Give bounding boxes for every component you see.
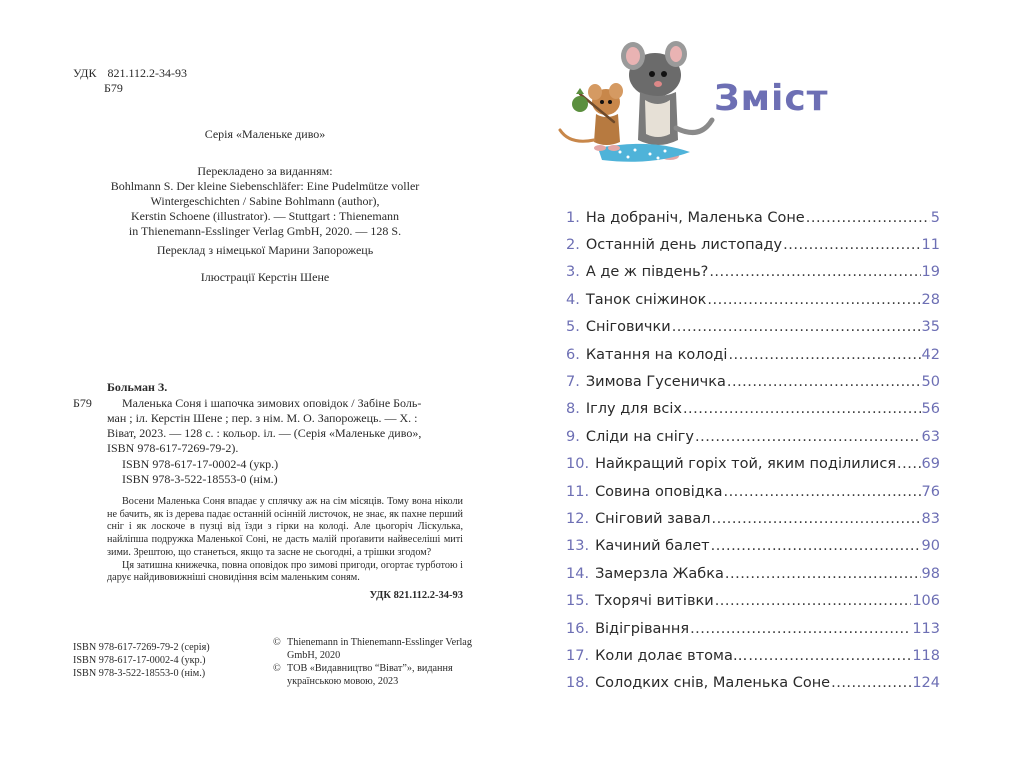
copyright-block [273,636,473,688]
toc-title: Сніговий завал [595,510,711,527]
toc-title: На добраніч, Маленька Соне [585,209,805,226]
toc-leader [831,675,911,691]
isbn-line: ISBN 978-617-17-0002-4 (укр.) [73,655,206,666]
toc-entry[interactable] [566,423,940,450]
toc-title: Сліди на снігу [585,428,694,445]
toc-page: 35 [921,319,940,336]
toc-number: 16. [566,620,590,637]
toc-entry[interactable] [566,396,940,423]
toc-page: 19 [921,264,940,281]
copyright-symbol: © [273,663,281,674]
copyright-item [273,662,473,688]
toc-title: А де ж південь? [585,264,709,281]
toc-entry[interactable] [566,368,940,395]
udk-label: УДК [73,66,97,80]
toc-entry[interactable] [566,642,940,669]
toc-leader [806,210,930,226]
annotation-paragraph: Восени Маленька Соня впадає у сплячку аж на сім місяців. Тому вона ніколи не бачить, як із дерева падає останній осінній листочок, не знає, як пахне перший сніг і як лоскоче в пузці від їзди з гірки на колоді. Але цьогоріч Ліскулька, найліпша подружка Маленької Соні, не дасть малій проґавити найвеселіші миті зими. Зрештою, що станеться, якщо та засне не сьогодні, а трішки згодом? [107,496,463,558]
catalog-author: Больман З. [107,380,168,394]
toc-entry[interactable] [566,204,940,231]
toc-page: 83 [921,510,940,527]
toc-page: 63 [921,428,940,445]
catalog-line: Маленька Соня і шапочка зимових оповідок / Забіне Боль- [122,396,422,410]
toc-leader [897,456,921,472]
toc-leader [748,648,911,664]
toc-number: 1. [566,209,580,226]
toc-number: 7. [566,374,580,391]
toc-leader [727,374,921,390]
isbn-line: ISBN 978-617-7269-79-2 (серія) [73,642,210,653]
toc-leader [672,319,921,335]
toc-entry[interactable] [566,231,940,258]
toc-leader [723,484,920,500]
toc-number: 12. [566,510,590,527]
toc-leader [711,538,921,554]
bbk-code: Б79 [104,81,123,95]
toc-leader [725,566,921,582]
udk-code: 821.112.2-34-93 [107,66,188,80]
toc-title: Сніговички [585,319,671,336]
toc-title: Тхорячі витівки [595,593,714,610]
toc-entry[interactable] [566,286,940,313]
catalog-isbn: ISBN 978-617-17-0002-4 (укр.) [122,457,279,471]
toc-entry[interactable] [566,670,940,697]
toc-leader [690,621,911,637]
toc-leader [695,429,921,445]
toc-entry[interactable] [566,478,940,505]
toc-page: 69 [921,456,940,473]
toc-number: 18. [566,675,590,692]
toc-number: 4. [566,291,580,308]
toc-page: 124 [912,675,940,692]
toc-title: Качиний балет [595,538,710,555]
toc-title: Танок сніжинок [585,291,707,308]
toc-title: Останній день листопаду [585,237,783,254]
toc-leader [711,511,920,527]
toc-page: 56 [921,401,940,418]
toc-leader [783,237,920,253]
toc-number: 8. [566,401,580,418]
toc-entry[interactable] [566,505,940,532]
toc-number: 5. [566,319,580,336]
catalog-isbn: ISBN 978-3-522-18553-0 (нім.) [122,472,278,486]
toc-number: 9. [566,428,580,445]
translated-line: Wintergeschichten / Sabine Bohlmann (author), [150,194,380,208]
toc-number: 2. [566,237,580,254]
annotation [107,496,463,585]
toc-number: 10. [566,456,590,473]
toc-entry[interactable] [566,560,940,587]
toc-page: 113 [912,620,940,637]
toc-title: Коли долає втома… [595,647,748,664]
toc-page: 28 [921,291,940,308]
toc-page: 11 [921,237,940,254]
translated-line: Перекладено за виданням: [197,164,333,178]
copyright-text: Thienemann in Thienemann-Esslinger Verlag GmbH, 2020 [287,637,472,661]
toc-number: 6. [566,346,580,363]
udk-bottom: УДК 821.112.2-34-93 [369,590,463,601]
toc-leader [707,292,920,308]
copyright-text: ТОВ «Видавництво “Віват”», видання українською мовою, 2023 [287,663,453,687]
toc-title: Замерзла Жабка [595,565,724,582]
toc-page: 106 [912,593,940,610]
toc-page: 76 [921,483,940,500]
toc-title: Іглу для всіх [585,401,682,418]
toc-title: Солодких снів, Маленька Соне [595,675,831,692]
toc-entry[interactable] [566,259,940,286]
translator-line: Переклад з німецької Марини Запорожець [156,243,374,257]
toc-page: 42 [921,346,940,363]
toc-leader [715,593,912,609]
toc-page: 118 [912,647,940,664]
illustrations-line: Ілюстрації Керстін Шене [200,270,330,284]
catalog-line: Віват, 2023. — 128 с. : кольор. іл. — (Серія «Маленьке диво», [107,426,422,440]
toc-entry[interactable] [566,533,940,560]
toc-number: 11. [566,483,590,500]
toc-page: 98 [921,565,940,582]
toc-heading: Зміст [714,78,829,119]
udk-header [73,66,187,96]
toc-number: 14. [566,565,590,582]
toc-entry[interactable] [566,587,940,614]
toc-page: 5 [930,209,940,226]
toc-leader [709,264,920,280]
catalog-line: ман ; іл. Керстін Шене ; пер. з нім. М. О. Запорожець. — Х. : [107,411,418,425]
toc-number: 15. [566,593,590,610]
translated-from-block [60,164,470,239]
toc-title: Зимова Гусеничка [585,374,726,391]
catalog-line: ISBN 978-617-7269-79-2). [107,441,239,455]
toc-leader [728,347,920,363]
toc-entry[interactable] [566,451,940,478]
translated-line: in Thienemann-Esslinger Verlag GmbH, 2020. — 128 S. [128,224,402,238]
toc-leader [683,401,921,417]
mice-illustration [540,30,720,170]
toc-title: Відігрівання [595,620,690,637]
toc-number: 13. [566,538,590,555]
toc-entry[interactable] [566,615,940,642]
toc-title: Совина оповідка [595,483,723,500]
translated-line: Bohlmann S. Der kleine Siebenschläfer: Eine Pudelmütze voller [110,179,420,193]
toc-title: Катання на колоді [585,346,728,363]
isbn-list [73,641,210,680]
catalog-description [107,396,467,456]
toc-title: Найкращий горіх той, яким поділилися [595,456,897,473]
translated-line: Kerstin Schoene (illustrator). — Stuttgart : Thienemann [130,209,400,223]
toc-entry[interactable] [566,341,940,368]
toc-entry[interactable] [566,314,940,341]
toc-number: 17. [566,647,590,664]
toc-number: 3. [566,264,580,281]
table-of-contents [566,204,940,697]
series-line: Серія «Маленьке диво» [204,127,326,141]
catalog-bbk: Б79 [73,396,92,410]
toc-page: 90 [921,538,940,555]
copyright-symbol: © [273,637,281,648]
toc-page: 50 [921,374,940,391]
isbn-line: ISBN 978-3-522-18553-0 (нім.) [73,668,206,679]
copyright-item [273,636,473,662]
contents-page [512,0,1024,768]
annotation-paragraph: Ця затишна книжечка, повна оповідок про зимові пригоди, огортає турботою і дарує найдивовижніші сновидіння всім маленьким соням. [107,559,463,584]
